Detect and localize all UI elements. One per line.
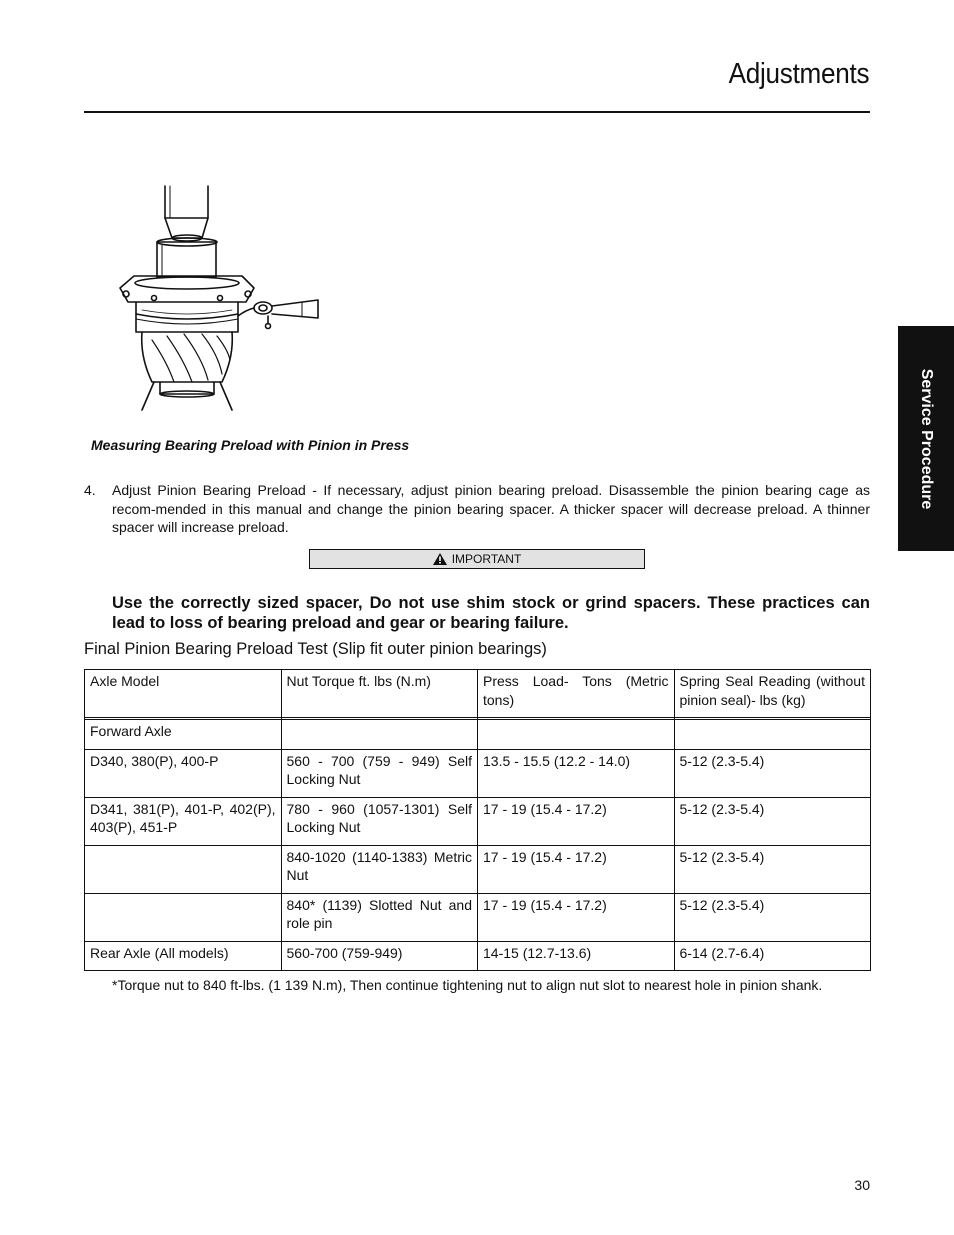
table-row <box>85 893 871 941</box>
table-row <box>85 797 871 845</box>
table-row <box>85 720 871 750</box>
table-row <box>85 749 871 797</box>
figure-caption: Measuring Bearing Preload with Pinion in Press <box>91 437 410 453</box>
table-cell <box>674 720 871 750</box>
step-4 <box>84 481 870 537</box>
header-axle-model: Axle Model <box>85 670 282 718</box>
side-tab <box>898 326 954 551</box>
footnote: *Torque nut to 840 ft-lbs. (1 139 N.m), Then continue tightening nut to align nut slot to nearest hole in pinion shank. <box>112 977 823 993</box>
table-cell: 6-14 (2.7-6.4) <box>674 941 871 971</box>
table-cell: 780 - 960 (1057-1301) Self Locking Nut <box>281 797 478 845</box>
table-cell: 840-1020 (1140-1383) Metric Nut <box>281 845 478 893</box>
header-press-load: Press Load- Tons (Metric tons) <box>478 670 675 718</box>
table-row <box>85 845 871 893</box>
important-label: IMPORTANT <box>451 552 522 566</box>
table-cell <box>85 893 282 941</box>
table-cell: 5-12 (2.3-5.4) <box>674 749 871 797</box>
page-title: Adjustments <box>728 58 869 90</box>
table-cell <box>85 845 282 893</box>
warning-text: Use the correctly sized spacer, Do not use shim stock or grind spacers. These practices can lead to loss of bearing preload and gear or bearing failure. <box>112 594 870 632</box>
step-number: 4. <box>84 482 96 498</box>
preload-spec-table <box>84 669 871 971</box>
table-cell: Rear Axle (All models) <box>85 941 282 971</box>
table-cell: 5-12 (2.3-5.4) <box>674 893 871 941</box>
table-title: Final Pinion Bearing Preload Test (Slip fit outer pinion bearings) <box>84 640 547 658</box>
table-cell: 560-700 (759-949) <box>281 941 478 971</box>
table-cell: 17 - 19 (15.4 - 17.2) <box>478 797 675 845</box>
table-cell: 17 - 19 (15.4 - 17.2) <box>478 845 675 893</box>
table-cell: D341, 381(P), 401-P, 402(P), 403(P), 451-P <box>85 797 282 845</box>
table-cell: 840* (1139) Slotted Nut and role pin <box>281 893 478 941</box>
header-spring-seal: Spring Seal Reading (without pinion seal)- lbs (kg) <box>674 670 871 718</box>
page-number: 30 <box>854 1177 870 1193</box>
table-cell: 17 - 19 (15.4 - 17.2) <box>478 893 675 941</box>
warning-triangle-icon <box>433 553 447 565</box>
pinion-in-press-illustration <box>112 182 324 414</box>
table-cell <box>478 720 675 750</box>
table-cell <box>281 720 478 750</box>
table-header-row <box>85 670 871 718</box>
table-cell: 560 - 700 (759 - 949) Self Locking Nut <box>281 749 478 797</box>
side-tab-label: Service Procedure <box>918 368 935 509</box>
step-text: Adjust Pinion Bearing Preload - If necessary, adjust pinion bearing preload. Disassemble the pinion bearing cage as recom-mended in this manual and change the pinion bearing spacer. A thicker spacer will decrease preload. A thinner spacer will increase preload. <box>112 482 870 535</box>
header-rule <box>84 111 870 113</box>
table-cell: 13.5 - 15.5 (12.2 - 14.0) <box>478 749 675 797</box>
table-cell: D340, 380(P), 400-P <box>85 749 282 797</box>
table-cell: 5-12 (2.3-5.4) <box>674 845 871 893</box>
table-cell: Forward Axle <box>85 720 282 750</box>
table-cell: 5-12 (2.3-5.4) <box>674 797 871 845</box>
important-banner <box>309 549 645 569</box>
table-row <box>85 941 871 971</box>
header-nut-torque: Nut Torque ft. lbs (N.m) <box>281 670 478 718</box>
table-cell: 14-15 (12.7-13.6) <box>478 941 675 971</box>
